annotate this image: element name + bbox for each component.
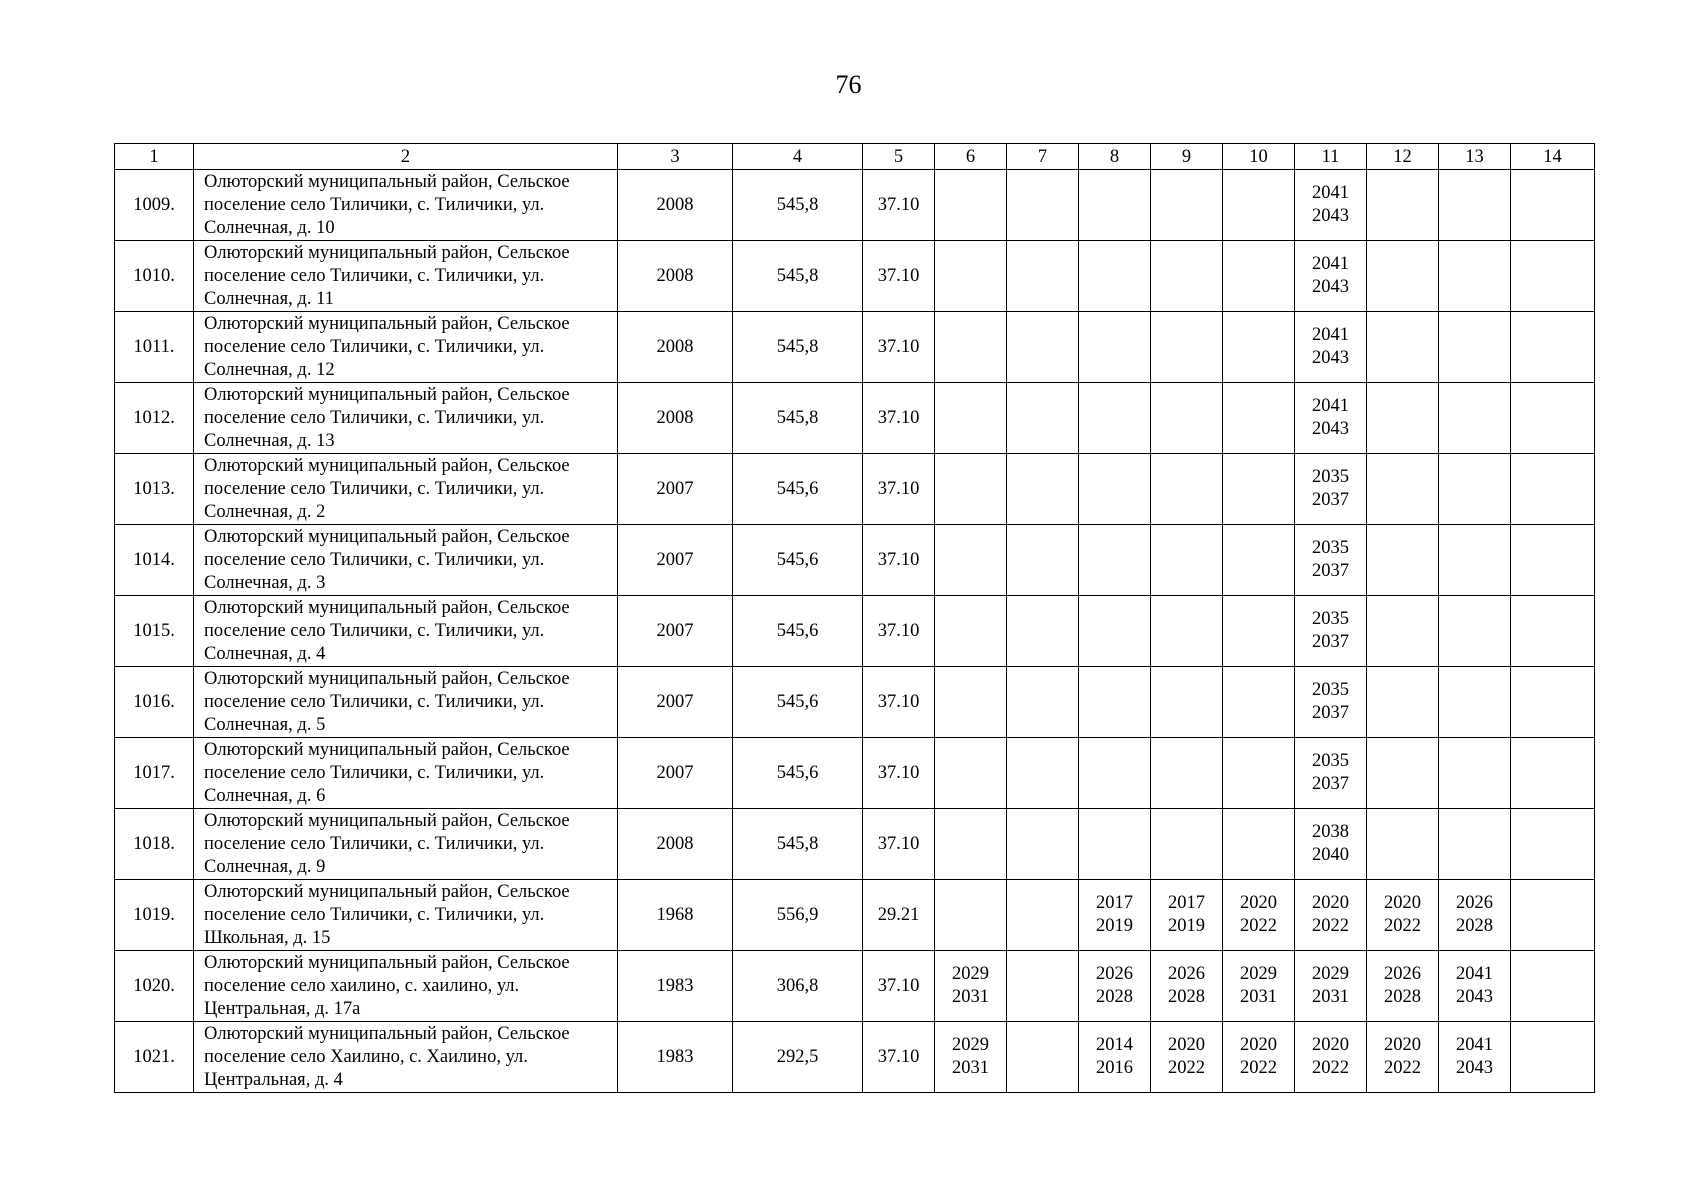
period-cell-c6 xyxy=(935,667,1007,738)
period-start-year: 2029 xyxy=(1312,964,1349,984)
row-number-cell: 1011. xyxy=(115,312,194,383)
area-cell: 545,8 xyxy=(733,170,863,241)
code-cell: 37.10 xyxy=(863,667,935,738)
period-cell-c9 xyxy=(1151,241,1223,312)
row-number-cell: 1020. xyxy=(115,951,194,1022)
period-start-year: 2041 xyxy=(1312,183,1349,203)
area-cell: 545,6 xyxy=(733,454,863,525)
period-cell-c12 xyxy=(1367,170,1439,241)
address-cell: Олюторский муниципальный район, Сельское поселение село Тиличики, с. Тиличики, ул. Солнечная, д. 6 xyxy=(194,738,618,809)
period-cell-c8 xyxy=(1079,525,1151,596)
table-row xyxy=(115,383,1595,454)
period-cell-c9 xyxy=(1151,738,1223,809)
period-cell-c10 xyxy=(1223,596,1295,667)
period-cell-c12 xyxy=(1367,951,1439,1022)
area-cell: 545,8 xyxy=(733,809,863,880)
period-end-year: 2031 xyxy=(1240,987,1277,1007)
address-cell: Олюторский муниципальный район, Сельское поселение село Тиличики, с. Тиличики, ул. Школьная, д. 15 xyxy=(194,880,618,951)
year-built-cell: 2008 xyxy=(618,809,733,880)
period-start-year: 2035 xyxy=(1312,609,1349,629)
period-end-year: 2028 xyxy=(1096,987,1133,1007)
period-cell-c8 xyxy=(1079,667,1151,738)
address-cell: Олюторский муниципальный район, Сельское поселение село Тиличики, с. Тиличики, ул. Солнечная, д. 11 xyxy=(194,241,618,312)
period-start-year: 2029 xyxy=(1240,964,1277,984)
period-cell-c6 xyxy=(935,454,1007,525)
table-row xyxy=(115,809,1595,880)
period-cell-c9 xyxy=(1151,383,1223,454)
area-cell: 306,8 xyxy=(733,951,863,1022)
period-start-year: 2035 xyxy=(1312,467,1349,487)
code-cell: 37.10 xyxy=(863,525,935,596)
period-end-year: 2019 xyxy=(1168,916,1205,936)
period-cell-c9 xyxy=(1151,880,1223,951)
period-cell-c6 xyxy=(935,383,1007,454)
period-start-year: 2026 xyxy=(1096,964,1133,984)
period-cell-c6 xyxy=(935,241,1007,312)
row-number-cell: 1019. xyxy=(115,880,194,951)
address-cell: Олюторский муниципальный район, Сельское поселение село Тиличики, с. Тиличики, ул. Солнечная, д. 2 xyxy=(194,454,618,525)
period-cell-c11 xyxy=(1295,809,1367,880)
period-cell-c12 xyxy=(1367,1022,1439,1093)
period-cell-c7 xyxy=(1007,880,1079,951)
period-cell-c10 xyxy=(1223,383,1295,454)
address-cell: Олюторский муниципальный район, Сельское поселение село Тиличики, с. Тиличики, ул. Солнечная, д. 13 xyxy=(194,383,618,454)
period-cell-c7 xyxy=(1007,596,1079,667)
period-cell-c10 xyxy=(1223,1022,1295,1093)
column-header: 11 xyxy=(1295,144,1367,170)
period-cell-c8 xyxy=(1079,809,1151,880)
code-cell: 37.10 xyxy=(863,454,935,525)
period-cell-c8 xyxy=(1079,1022,1151,1093)
period-cell-c14 xyxy=(1511,454,1595,525)
row-number-cell: 1021. xyxy=(115,1022,194,1093)
column-header: 1 xyxy=(115,144,194,170)
code-cell: 29.21 xyxy=(863,880,935,951)
period-cell-c7 xyxy=(1007,738,1079,809)
address-cell: Олюторский муниципальный район, Сельское поселение село Хаилино, с. Хаилино, ул. Центральная, д. 4 xyxy=(194,1022,618,1093)
period-cell-c8 xyxy=(1079,241,1151,312)
period-start-year: 2020 xyxy=(1384,893,1421,913)
period-cell-c13 xyxy=(1439,809,1511,880)
row-number-cell: 1015. xyxy=(115,596,194,667)
column-header: 7 xyxy=(1007,144,1079,170)
period-cell-c10 xyxy=(1223,241,1295,312)
period-cell-c14 xyxy=(1511,951,1595,1022)
area-cell: 545,6 xyxy=(733,667,863,738)
period-cell-c14 xyxy=(1511,1022,1595,1093)
column-header: 5 xyxy=(863,144,935,170)
period-start-year: 2029 xyxy=(952,964,989,984)
period-start-year: 2026 xyxy=(1168,964,1205,984)
period-end-year: 2028 xyxy=(1384,987,1421,1007)
period-cell-c6 xyxy=(935,951,1007,1022)
address-cell: Олюторский муниципальный район, Сельское поселение село хаилино, с. хаилино, ул. Центральная, д. 17а xyxy=(194,951,618,1022)
period-end-year: 2043 xyxy=(1456,987,1493,1007)
period-end-year: 2043 xyxy=(1312,348,1349,368)
period-cell-c9 xyxy=(1151,525,1223,596)
period-start-year: 2041 xyxy=(1312,396,1349,416)
period-cell-c14 xyxy=(1511,241,1595,312)
year-built-cell: 2008 xyxy=(618,241,733,312)
period-cell-c8 xyxy=(1079,880,1151,951)
period-cell-c12 xyxy=(1367,241,1439,312)
period-cell-c8 xyxy=(1079,170,1151,241)
period-end-year: 2037 xyxy=(1312,561,1349,581)
period-end-year: 2031 xyxy=(952,987,989,1007)
code-cell: 37.10 xyxy=(863,596,935,667)
row-number-cell: 1009. xyxy=(115,170,194,241)
period-end-year: 2037 xyxy=(1312,703,1349,723)
period-cell-c10 xyxy=(1223,312,1295,383)
period-cell-c13 xyxy=(1439,738,1511,809)
code-cell: 37.10 xyxy=(863,312,935,383)
period-start-year: 2020 xyxy=(1168,1035,1205,1055)
period-cell-c14 xyxy=(1511,170,1595,241)
table-row xyxy=(115,738,1595,809)
row-number-cell: 1013. xyxy=(115,454,194,525)
period-cell-c7 xyxy=(1007,170,1079,241)
period-start-year: 2020 xyxy=(1240,1035,1277,1055)
period-cell-c13 xyxy=(1439,596,1511,667)
period-cell-c10 xyxy=(1223,454,1295,525)
area-cell: 545,6 xyxy=(733,596,863,667)
period-start-year: 2035 xyxy=(1312,538,1349,558)
period-cell-c14 xyxy=(1511,525,1595,596)
header-row xyxy=(115,144,1595,170)
period-cell-c11 xyxy=(1295,454,1367,525)
period-cell-c6 xyxy=(935,809,1007,880)
period-start-year: 2014 xyxy=(1096,1035,1133,1055)
period-end-year: 2043 xyxy=(1312,206,1349,226)
row-number-cell: 1017. xyxy=(115,738,194,809)
period-cell-c12 xyxy=(1367,312,1439,383)
period-cell-c6 xyxy=(935,312,1007,383)
row-number-cell: 1012. xyxy=(115,383,194,454)
period-start-year: 2026 xyxy=(1384,964,1421,984)
period-end-year: 2031 xyxy=(1312,987,1349,1007)
table-row xyxy=(115,880,1595,951)
table-row xyxy=(115,241,1595,312)
period-end-year: 2037 xyxy=(1312,490,1349,510)
period-start-year: 2041 xyxy=(1456,1035,1493,1055)
period-cell-c8 xyxy=(1079,312,1151,383)
period-cell-c11 xyxy=(1295,596,1367,667)
column-header: 12 xyxy=(1367,144,1439,170)
area-cell: 545,8 xyxy=(733,312,863,383)
period-cell-c12 xyxy=(1367,880,1439,951)
period-cell-c13 xyxy=(1439,525,1511,596)
period-cell-c11 xyxy=(1295,312,1367,383)
period-cell-c9 xyxy=(1151,1022,1223,1093)
period-cell-c12 xyxy=(1367,454,1439,525)
period-cell-c9 xyxy=(1151,596,1223,667)
code-cell: 37.10 xyxy=(863,241,935,312)
period-cell-c9 xyxy=(1151,312,1223,383)
period-cell-c7 xyxy=(1007,525,1079,596)
period-cell-c9 xyxy=(1151,454,1223,525)
period-cell-c11 xyxy=(1295,525,1367,596)
year-built-cell: 2007 xyxy=(618,454,733,525)
period-cell-c12 xyxy=(1367,596,1439,667)
period-cell-c12 xyxy=(1367,667,1439,738)
column-header: 4 xyxy=(733,144,863,170)
period-cell-c13 xyxy=(1439,383,1511,454)
period-cell-c11 xyxy=(1295,951,1367,1022)
period-cell-c6 xyxy=(935,170,1007,241)
year-built-cell: 1968 xyxy=(618,880,733,951)
period-cell-c8 xyxy=(1079,596,1151,667)
column-header: 3 xyxy=(618,144,733,170)
table-row xyxy=(115,454,1595,525)
period-cell-c14 xyxy=(1511,596,1595,667)
period-start-year: 2026 xyxy=(1456,893,1493,913)
period-cell-c14 xyxy=(1511,383,1595,454)
period-cell-c7 xyxy=(1007,241,1079,312)
period-cell-c10 xyxy=(1223,951,1295,1022)
period-end-year: 2016 xyxy=(1096,1058,1133,1078)
period-cell-c9 xyxy=(1151,951,1223,1022)
area-cell: 292,5 xyxy=(733,1022,863,1093)
address-cell: Олюторский муниципальный район, Сельское поселение село Тиличики, с. Тиличики, ул. Солнечная, д. 3 xyxy=(194,525,618,596)
period-cell-c11 xyxy=(1295,1022,1367,1093)
period-start-year: 2041 xyxy=(1312,325,1349,345)
code-cell: 37.10 xyxy=(863,738,935,809)
period-cell-c14 xyxy=(1511,738,1595,809)
period-start-year: 2038 xyxy=(1312,822,1349,842)
code-cell: 37.10 xyxy=(863,1022,935,1093)
period-start-year: 2041 xyxy=(1456,964,1493,984)
period-start-year: 2035 xyxy=(1312,751,1349,771)
period-cell-c7 xyxy=(1007,667,1079,738)
code-cell: 37.10 xyxy=(863,809,935,880)
period-cell-c8 xyxy=(1079,951,1151,1022)
period-cell-c6 xyxy=(935,880,1007,951)
table-row xyxy=(115,312,1595,383)
period-start-year: 2020 xyxy=(1312,893,1349,913)
period-cell-c11 xyxy=(1295,170,1367,241)
table-row xyxy=(115,525,1595,596)
period-end-year: 2028 xyxy=(1168,987,1205,1007)
column-header: 14 xyxy=(1511,144,1595,170)
period-start-year: 2017 xyxy=(1096,893,1133,913)
period-end-year: 2022 xyxy=(1312,916,1349,936)
period-cell-c13 xyxy=(1439,951,1511,1022)
period-end-year: 2031 xyxy=(952,1058,989,1078)
period-start-year: 2041 xyxy=(1312,254,1349,274)
page-number: 76 xyxy=(835,70,862,99)
row-number-cell: 1018. xyxy=(115,809,194,880)
period-cell-c7 xyxy=(1007,1022,1079,1093)
year-built-cell: 1983 xyxy=(618,1022,733,1093)
period-cell-c10 xyxy=(1223,667,1295,738)
period-end-year: 2028 xyxy=(1456,916,1493,936)
period-cell-c9 xyxy=(1151,809,1223,880)
row-number-cell: 1010. xyxy=(115,241,194,312)
area-cell: 545,8 xyxy=(733,383,863,454)
period-cell-c14 xyxy=(1511,667,1595,738)
period-cell-c10 xyxy=(1223,809,1295,880)
table-row xyxy=(115,1022,1595,1093)
address-cell: Олюторский муниципальный район, Сельское поселение село Тиличики, с. Тиличики, ул. Солнечная, д. 10 xyxy=(194,170,618,241)
row-number-cell: 1016. xyxy=(115,667,194,738)
period-cell-c12 xyxy=(1367,738,1439,809)
column-header: 2 xyxy=(194,144,618,170)
address-cell: Олюторский муниципальный район, Сельское поселение село Тиличики, с. Тиличики, ул. Солнечная, д. 4 xyxy=(194,596,618,667)
period-cell-c11 xyxy=(1295,383,1367,454)
period-cell-c10 xyxy=(1223,170,1295,241)
table-row xyxy=(115,951,1595,1022)
period-start-year: 2020 xyxy=(1384,1035,1421,1055)
period-start-year: 2029 xyxy=(952,1035,989,1055)
year-built-cell: 2007 xyxy=(618,738,733,809)
column-header: 6 xyxy=(935,144,1007,170)
period-end-year: 2037 xyxy=(1312,632,1349,652)
year-built-cell: 2008 xyxy=(618,383,733,454)
period-cell-c8 xyxy=(1079,383,1151,454)
code-cell: 37.10 xyxy=(863,170,935,241)
period-cell-c6 xyxy=(935,738,1007,809)
period-end-year: 2043 xyxy=(1312,277,1349,297)
period-cell-c13 xyxy=(1439,1022,1511,1093)
period-cell-c13 xyxy=(1439,241,1511,312)
period-end-year: 2022 xyxy=(1312,1058,1349,1078)
code-cell: 37.10 xyxy=(863,383,935,454)
area-cell: 545,8 xyxy=(733,241,863,312)
period-cell-c11 xyxy=(1295,241,1367,312)
year-built-cell: 2007 xyxy=(618,525,733,596)
period-cell-c11 xyxy=(1295,880,1367,951)
period-end-year: 2043 xyxy=(1312,419,1349,439)
period-cell-c8 xyxy=(1079,738,1151,809)
period-cell-c13 xyxy=(1439,880,1511,951)
period-end-year: 2022 xyxy=(1384,916,1421,936)
period-cell-c9 xyxy=(1151,667,1223,738)
area-cell: 545,6 xyxy=(733,738,863,809)
table-body xyxy=(115,170,1595,1093)
period-cell-c7 xyxy=(1007,312,1079,383)
period-cell-c8 xyxy=(1079,454,1151,525)
address-cell: Олюторский муниципальный район, Сельское поселение село Тиличики, с. Тиличики, ул. Солнечная, д. 5 xyxy=(194,667,618,738)
period-cell-c6 xyxy=(935,525,1007,596)
period-cell-c7 xyxy=(1007,951,1079,1022)
period-cell-c13 xyxy=(1439,170,1511,241)
table-row xyxy=(115,170,1595,241)
period-start-year: 2035 xyxy=(1312,680,1349,700)
table-row xyxy=(115,667,1595,738)
table-row xyxy=(115,596,1595,667)
year-built-cell: 2007 xyxy=(618,667,733,738)
period-end-year: 2022 xyxy=(1168,1058,1205,1078)
year-built-cell: 2007 xyxy=(618,596,733,667)
period-cell-c9 xyxy=(1151,170,1223,241)
period-cell-c10 xyxy=(1223,525,1295,596)
year-built-cell: 2008 xyxy=(618,170,733,241)
period-cell-c6 xyxy=(935,596,1007,667)
period-cell-c14 xyxy=(1511,809,1595,880)
period-end-year: 2022 xyxy=(1240,916,1277,936)
period-end-year: 2022 xyxy=(1240,1058,1277,1078)
period-cell-c11 xyxy=(1295,667,1367,738)
address-cell: Олюторский муниципальный район, Сельское поселение село Тиличики, с. Тиличики, ул. Солнечная, д. 9 xyxy=(194,809,618,880)
column-header: 8 xyxy=(1079,144,1151,170)
period-start-year: 2020 xyxy=(1240,893,1277,913)
year-built-cell: 1983 xyxy=(618,951,733,1022)
column-header: 13 xyxy=(1439,144,1511,170)
period-cell-c13 xyxy=(1439,312,1511,383)
period-cell-c10 xyxy=(1223,738,1295,809)
period-cell-c6 xyxy=(935,1022,1007,1093)
registry-table xyxy=(114,143,1595,1093)
period-end-year: 2043 xyxy=(1456,1058,1493,1078)
area-cell: 545,6 xyxy=(733,525,863,596)
period-cell-c12 xyxy=(1367,525,1439,596)
code-cell: 37.10 xyxy=(863,951,935,1022)
period-end-year: 2037 xyxy=(1312,774,1349,794)
period-cell-c13 xyxy=(1439,667,1511,738)
period-cell-c11 xyxy=(1295,738,1367,809)
area-cell: 556,9 xyxy=(733,880,863,951)
period-cell-c14 xyxy=(1511,880,1595,951)
period-cell-c7 xyxy=(1007,454,1079,525)
period-start-year: 2020 xyxy=(1312,1035,1349,1055)
address-cell: Олюторский муниципальный район, Сельское поселение село Тиличики, с. Тиличики, ул. Солнечная, д. 12 xyxy=(194,312,618,383)
period-end-year: 2040 xyxy=(1312,845,1349,865)
period-cell-c12 xyxy=(1367,383,1439,454)
period-end-year: 2019 xyxy=(1096,916,1133,936)
row-number-cell: 1014. xyxy=(115,525,194,596)
period-start-year: 2017 xyxy=(1168,893,1205,913)
year-built-cell: 2008 xyxy=(618,312,733,383)
period-cell-c7 xyxy=(1007,383,1079,454)
period-cell-c10 xyxy=(1223,880,1295,951)
period-cell-c7 xyxy=(1007,809,1079,880)
period-cell-c13 xyxy=(1439,454,1511,525)
period-cell-c12 xyxy=(1367,809,1439,880)
column-header: 9 xyxy=(1151,144,1223,170)
period-cell-c14 xyxy=(1511,312,1595,383)
period-end-year: 2022 xyxy=(1384,1058,1421,1078)
column-header: 10 xyxy=(1223,144,1295,170)
